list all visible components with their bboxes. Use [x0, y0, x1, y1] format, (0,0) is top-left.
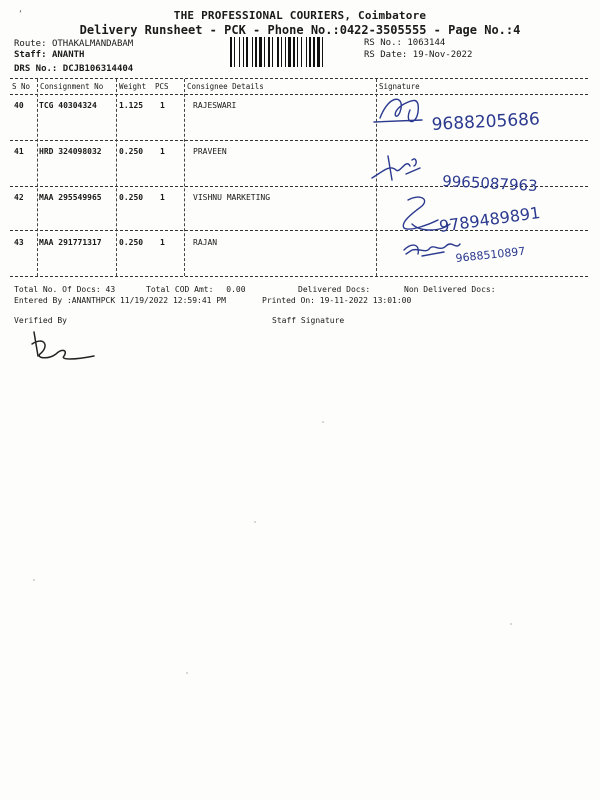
table-top-rule	[10, 78, 588, 79]
handwritten-signature-row-42	[403, 197, 450, 230]
table-row-pcs: 1	[160, 147, 165, 156]
barcode-bar	[301, 37, 302, 67]
barcode-bar	[252, 37, 253, 67]
table-row-consignee: RAJAN	[193, 238, 218, 247]
table-row-consignment: TCG 40304324	[39, 101, 97, 110]
drs-line	[14, 64, 133, 74]
handwritten-phone-row-42: 9789489891	[437, 202, 542, 236]
barcode-image	[228, 37, 358, 67]
column-divider	[184, 79, 185, 276]
total-docs-value: 43	[105, 285, 116, 294]
handwritten-signature-row-40	[374, 99, 422, 122]
handwritten-phone-row-41: 9965087963	[441, 172, 539, 195]
barcode-bar	[288, 37, 291, 67]
scan-speck	[254, 521, 256, 523]
barcode-bar	[285, 37, 286, 67]
table-row-pcs: 1	[160, 101, 165, 110]
table-row-weight: 1.125	[119, 101, 144, 110]
barcode-bar	[243, 37, 244, 67]
column-header-consignee: Consignee Details	[187, 82, 264, 91]
table-row-sno: 41	[14, 147, 24, 156]
barcode-bar	[234, 37, 235, 67]
barcode-bar	[246, 37, 248, 67]
runsheet-title: Delivery Runsheet - PCK - Phone No.:0422-3505555 - Page No.:4	[79, 23, 521, 37]
entered-by: Entered By :ANANTHPCK 11/19/2022 12:59:41 PM	[14, 296, 226, 305]
barcode-bar	[230, 37, 232, 67]
column-header-consignment: Consignment No	[40, 82, 104, 91]
route-label: Route:	[14, 39, 47, 49]
table-row-consignee: RAJESWARI	[193, 101, 237, 110]
route-value: OTHAKALMANDABAM	[51, 39, 134, 49]
row-rule	[10, 186, 588, 187]
table-row-consignment: MAA 295549965	[39, 193, 102, 202]
handwritten-phone-row-43: 9688510897	[454, 244, 526, 265]
table-row-consignment: MAA 291771317	[39, 238, 102, 247]
row-rule	[10, 230, 588, 231]
rs-no-label: RS No.:	[364, 38, 402, 48]
scan-speck	[186, 672, 188, 674]
barcode-bar	[259, 37, 262, 67]
handwritten-signature-row-41	[372, 156, 420, 180]
non-delivered-docs-label: Non Delivered Docs:	[404, 285, 496, 294]
table-row-consignment: HRD 324098032	[39, 147, 102, 156]
table-row-weight: 0.250	[119, 147, 144, 156]
scan-speck	[510, 623, 512, 625]
barcode-bar	[293, 37, 295, 67]
barcode-bar	[313, 37, 315, 67]
printed-on: Printed On: 19-11-2022 13:01:00	[262, 296, 412, 305]
column-header-weight: Weight	[119, 82, 147, 91]
staff-signature-label: Staff Signature	[272, 316, 345, 325]
verifier-signature	[24, 326, 104, 366]
total-docs-label: Total No. Of Docs:	[14, 285, 101, 294]
route-line	[14, 39, 133, 49]
total-docs	[14, 285, 115, 294]
drs-value: DCJB106314404	[62, 64, 134, 74]
drs-label: DRS No.:	[14, 64, 58, 74]
table-row-consignee: PRAVEEN	[193, 147, 227, 156]
rs-no-line	[364, 38, 445, 48]
barcode-bar	[264, 37, 265, 67]
delivered-docs-label: Delivered Docs:	[298, 285, 371, 294]
barcode-bar	[297, 37, 298, 67]
verified-by-label: Verified By	[14, 316, 67, 325]
row-rule	[10, 140, 588, 141]
rs-no-value: 1063144	[407, 38, 446, 48]
column-divider	[376, 79, 377, 276]
scan-speck	[322, 421, 324, 423]
barcode-bar	[281, 37, 282, 67]
staff-value: ANANTH	[51, 50, 85, 60]
column-header-signature: Signature	[379, 82, 420, 91]
table-row-weight: 0.250	[119, 193, 144, 202]
barcode-bar	[277, 37, 279, 67]
rs-date-label: RS Date:	[364, 50, 408, 60]
barcode-bar	[322, 37, 323, 67]
rs-date-line	[364, 50, 472, 60]
corner-mark: ‘	[18, 9, 23, 18]
barcode-bar	[268, 37, 270, 67]
table-row-consignee: VISHNU MARKETING	[193, 193, 271, 202]
barcode-bar	[306, 37, 307, 67]
barcode-bar	[255, 37, 257, 67]
cod-total	[146, 285, 246, 294]
barcode-bar	[272, 37, 273, 67]
table-row-sno: 43	[14, 238, 24, 247]
table-row-weight: 0.250	[119, 238, 144, 247]
table-row-sno: 42	[14, 193, 24, 202]
staff-label: Staff:	[14, 50, 47, 60]
table-row-pcs: 1	[160, 238, 165, 247]
barcode-bar	[239, 37, 240, 67]
column-divider	[37, 79, 38, 276]
column-header-sno: S No	[12, 82, 31, 91]
handwritten-signature-row-43	[404, 244, 460, 256]
rs-date-value: 19-Nov-2022	[412, 50, 473, 60]
header-rule	[10, 94, 588, 95]
signature-area	[360, 82, 600, 282]
table-row-sno: 40	[14, 101, 24, 110]
handwritten-phone-row-40: 9688205686	[431, 109, 541, 135]
table-bottom-rule	[10, 276, 588, 277]
table-row-pcs: 1	[160, 193, 165, 202]
company-name: THE PROFESSIONAL COURIERS, Coimbatore	[173, 9, 427, 22]
column-header-pcs: PCS	[155, 82, 169, 91]
staff-line	[14, 50, 84, 60]
column-divider	[116, 79, 117, 276]
scan-speck	[33, 579, 35, 581]
barcode-bar	[309, 37, 311, 67]
cod-value: 0.00	[226, 285, 246, 294]
cod-label: Total COD Amt:	[146, 285, 214, 294]
barcode-bar	[317, 37, 320, 67]
